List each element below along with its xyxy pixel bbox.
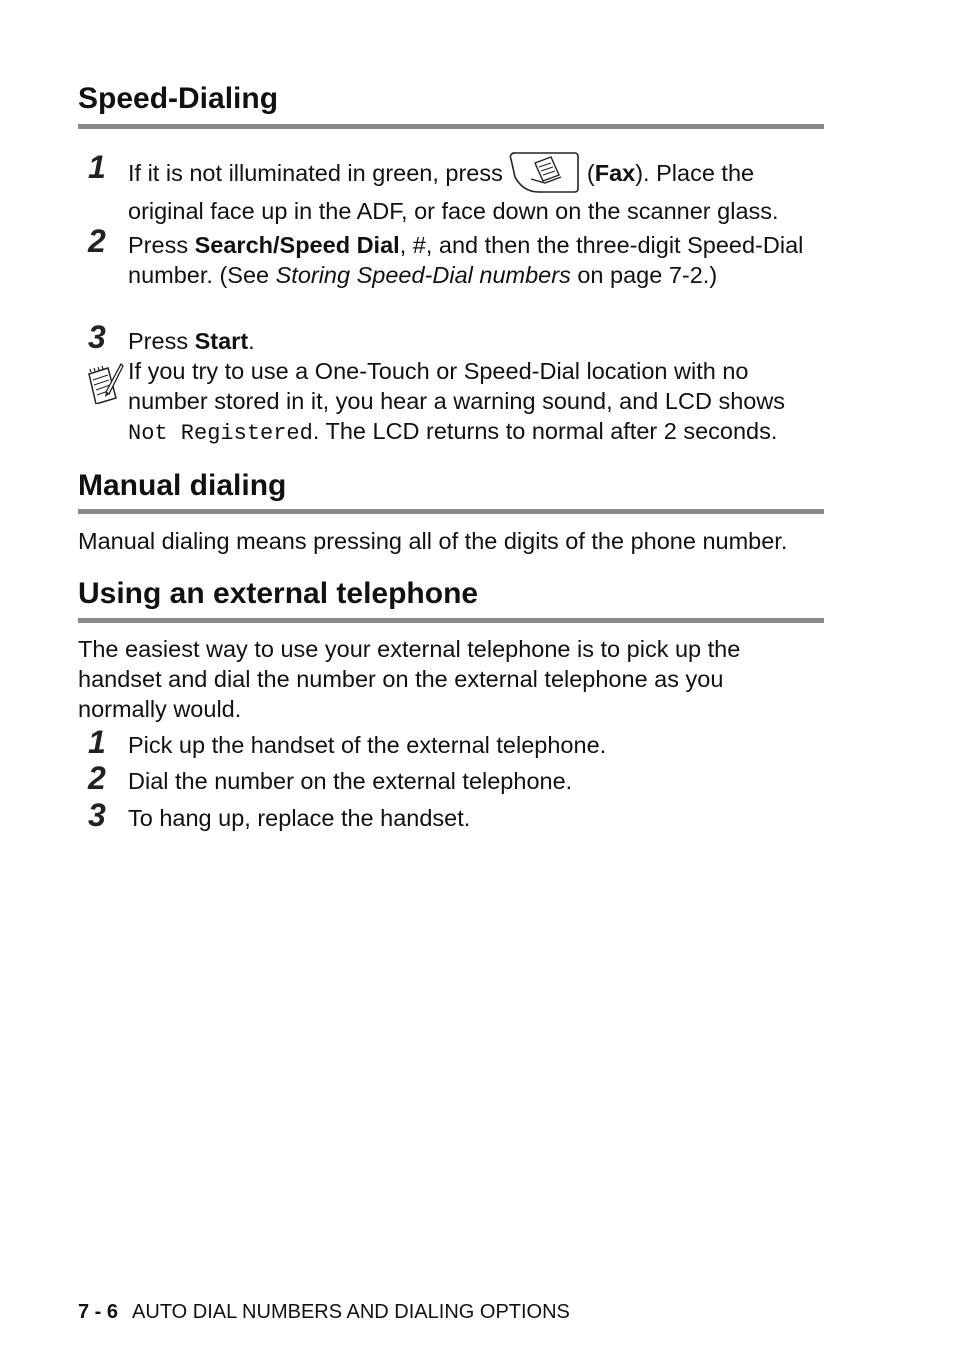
lcd-message: Not Registered [128,421,313,446]
section-title-external-telephone: Using an external telephone [78,577,479,610]
step-number: 2 [88,760,106,796]
note-text: If you try to use a One-Touch or Speed-Dial location with no number stored in it, you hear a warning sound, and LCD shows Not Registered. The LCD returns to normal after 2 seconds. [128,358,786,446]
step-text: If it is not illuminated in green, press (Fax). Place the original face up in the ADF, or face down on the scanner glass. [128,154,828,230]
step-text: Pick up the handset of the external telephone. [128,732,607,758]
step-number: 1 [88,149,106,185]
body-text: Manual dialing means pressing all of the digits of the phone number. [78,528,788,554]
section-title-manual-dialing: Manual dialing [78,469,287,502]
step-number: 3 [88,797,106,833]
section-title-speed-dialing: Speed-Dialing [78,82,279,115]
body-text: The easiest way to use your external telephone is to pick up the handset and dial the number on the external telephone as you normally would. [78,636,741,722]
page-number: 7 - 6 [78,1301,119,1323]
step-text: Dial the number on the external telephone. [128,768,573,794]
note-pencil-icon [86,362,124,404]
step-text: Press Start. [128,328,255,354]
chapter-title: AUTO DIAL NUMBERS AND DIALING OPTIONS [132,1301,570,1323]
section-rule [78,124,824,129]
step-text: Press Search/Speed Dial, #, and then the three-digit Speed-Dial number. (See Storing Speed-Dial numbers on page 7-2.) [128,232,804,288]
section-rule [78,618,824,623]
page-footer [78,1300,570,1324]
step-number: 2 [88,223,106,259]
step-number: 1 [88,724,106,760]
step-number: 3 [88,319,106,355]
step-text: To hang up, replace the handset. [128,805,471,831]
section-rule [78,509,824,514]
fax-key-icon [509,149,579,193]
